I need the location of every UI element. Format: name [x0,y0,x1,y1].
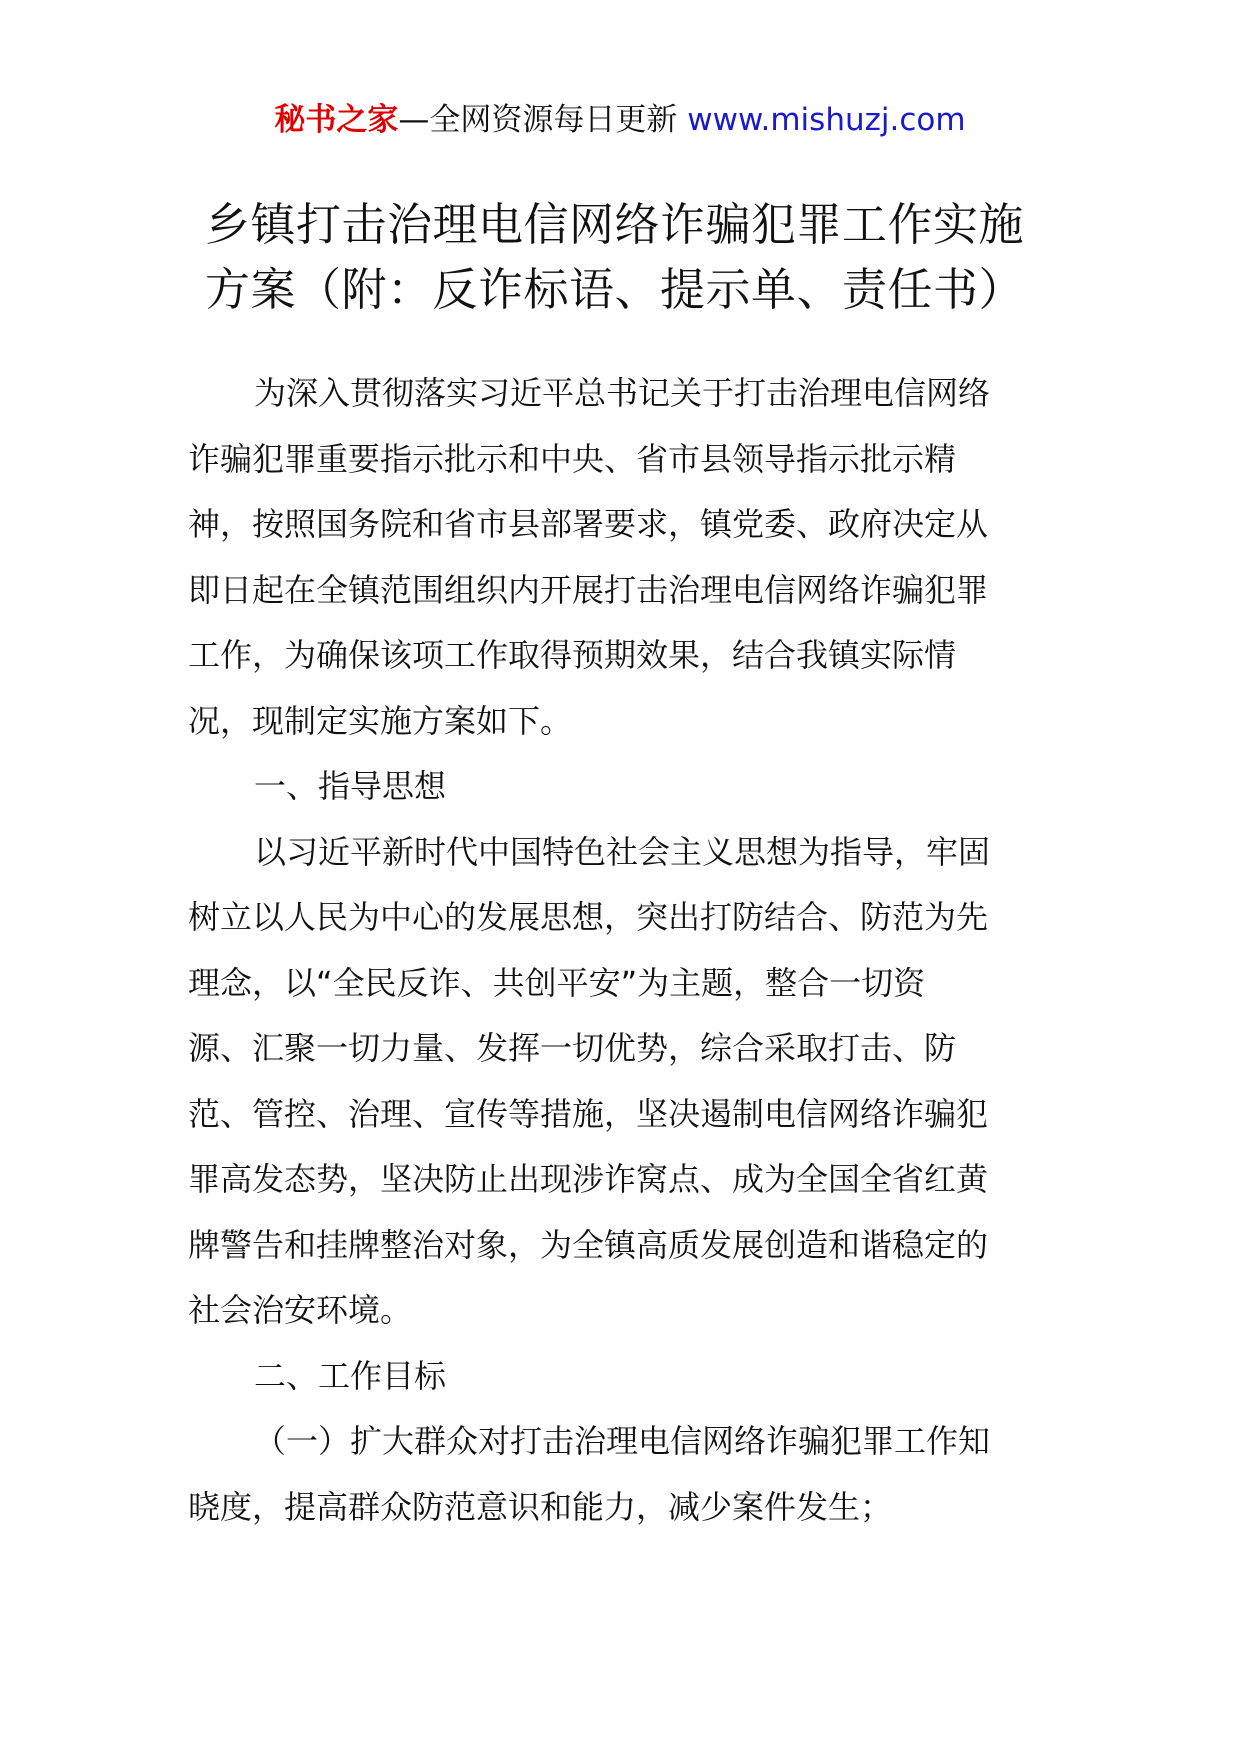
header-tagline: —全网资源每日更新 [398,102,688,138]
paragraph-intro-line: 况，现制定实施方案如下。 [188,701,573,740]
paragraph-goal-1-line: （一）扩大群众对打击治理电信网络诈骗犯罪工作知 [254,1422,991,1460]
paragraph-ideology-line: 源、汇聚一切力量、发挥一切优势，综合采取打击、防 [188,1029,957,1067]
paragraph-intro-line: 神，按照国务院和省市县部署要求，镇党委、政府决定从 [188,505,989,543]
paragraph-goal-1-line: 晓度，提高群众防范意识和能力，减少案件发生； [188,1487,893,1526]
paragraph-intro-line: 为深入贯彻落实习近平总书记关于打击治理电信网络 [254,374,991,412]
section-heading-guiding-ideology: 一、指导思想 [254,767,447,805]
title-line-1: 乡镇打击治理电信网络诈骗犯罪工作实施 [205,198,1025,251]
paragraph-intro-line: 诈骗犯罪重要指示批示和中央、省市县领导指示批示精 [188,439,957,478]
paragraph-ideology-line: 范、管控、治理、宣传等措施，坚决遏制电信网络诈骗犯 [188,1094,989,1133]
document-body [188,361,1068,1540]
website-link[interactable]: www.mishuzj.com [687,102,966,138]
paragraph-ideology-line: 牌警告和挂牌整治对象，为全镇高质发展创造和谐稳定的 [188,1225,989,1264]
section-heading-work-goals: 二、工作目标 [254,1356,447,1395]
paragraph-ideology-line: 理念，以“全民反诈、共创平安”为主题，整合一切资 [188,963,926,1002]
paragraph-ideology-line: 树立以人民为中心的发展思想，突出打防结合、防范为先 [188,898,989,936]
paragraph-intro-line: 即日起在全镇范围组织内开展打击治理电信网络诈骗犯罪 [188,570,989,609]
title-line-2: 方案（附：反诈标语、提示单、责任书） [205,263,1025,316]
paragraph-intro-line: 工作，为确保该项工作取得预期效果，结合我镇实际情 [188,636,957,674]
page-header [0,100,1240,140]
document-title [205,192,1065,322]
paragraph-ideology-line: 罪高发态势，坚决防止出现涉诈窝点、成为全国全省红黄 [188,1160,989,1198]
brand-name: 秘书之家 [274,102,399,138]
paragraph-ideology-line: 以习近平新时代中国特色社会主义思想为指导，牢固 [254,832,991,871]
paragraph-ideology-line: 社会治安环境。 [188,1291,413,1329]
